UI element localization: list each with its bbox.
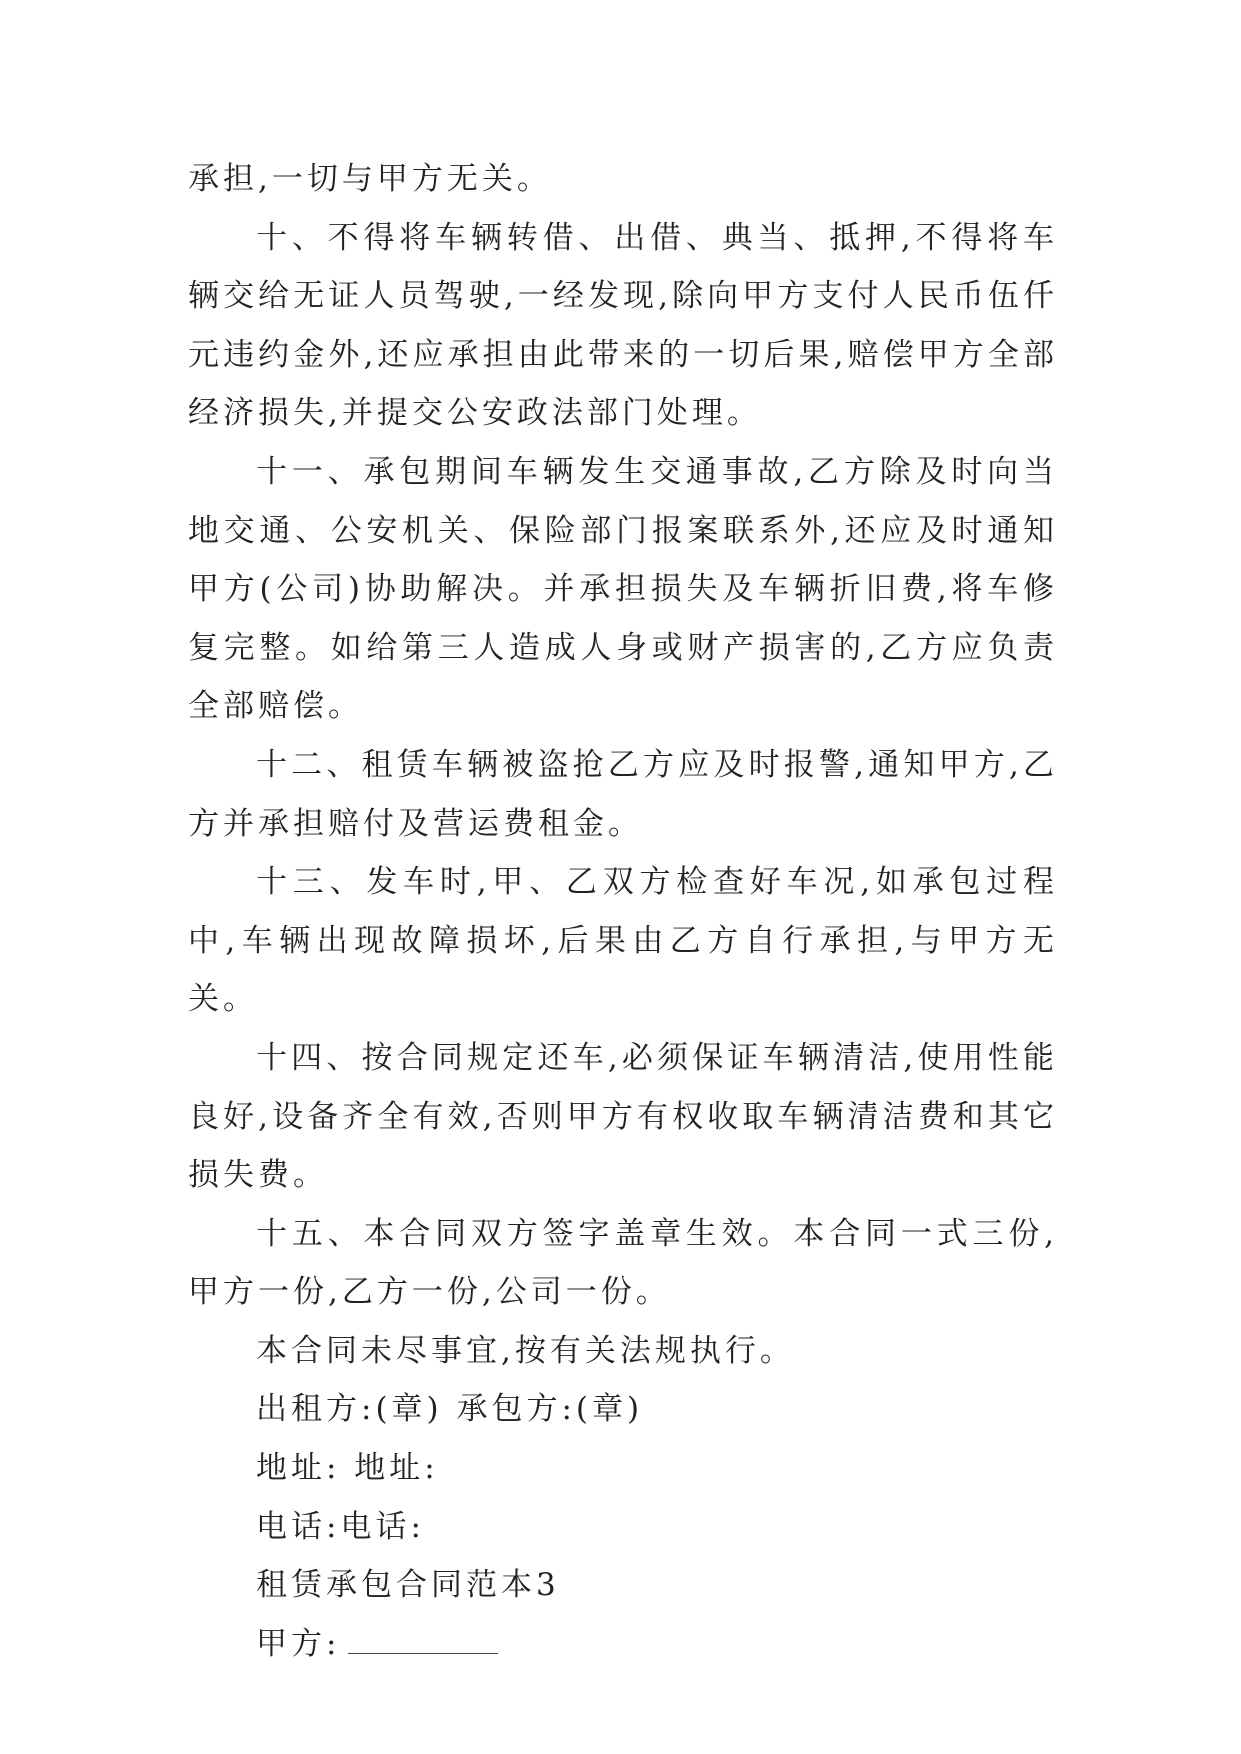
paragraph-clause-12: 十二、租赁车辆被盗抢乙方应及时报警,通知甲方,乙方并承担赔付及营运费租金。 — [188, 746, 1058, 842]
paragraph-remarks: 本合同未尽事宜,按有关法规执行。 — [256, 1332, 795, 1369]
party-a-line — [188, 1615, 1058, 1674]
signature-parties-line: 出租方:(章) 承包方:(章) — [256, 1391, 644, 1428]
paragraph-clause-15: 十五、本合同双方签字盖章生效。本合同一式三份,甲方一份,乙方一份,公司一份。 — [188, 1215, 1058, 1311]
party-a-blank — [348, 1645, 498, 1654]
address-line: 地址: 地址: — [256, 1450, 439, 1487]
paragraph-clause-14: 十四、按合同规定还车,必须保证车辆清洁,使用性能良好,设备齐全有效,否则甲方有权收取车辆清洁费和其它损失费。 — [188, 1039, 1058, 1194]
phone-line: 电话:电话: — [256, 1508, 425, 1545]
paragraph-clause-11: 十一、承包期间车辆发生交通事故,乙方除及时向当地交通、公安机关、保险部门报案联系外,还应及时通知甲方(公司)协助解决。并承担损失及车辆折旧费,将车修复完整。如给第三人造成人身或财产损害的,乙方应负责全部赔偿。 — [188, 453, 1058, 725]
sample-title-3: 租赁承包合同范本3 — [256, 1567, 560, 1604]
party-a-label: 甲方: — [256, 1625, 341, 1662]
paragraph-clause-13: 十三、发车时,甲、乙双方检查好车况,如承包过程中,车辆出现故障损坏,后果由乙方自行承担,与甲方无关。 — [188, 864, 1058, 1018]
document-body — [188, 150, 1058, 1673]
paragraph-clause-10: 十、不得将车辆转借、出借、典当、抵押,不得将车辆交给无证人员驾驶,一经发现,除向甲方支付人民币伍仟元违约金外,还应承担由此带来的一切后果,赔偿甲方全部经济损失,并提交公安政法部门处理。 — [188, 219, 1058, 432]
paragraph-continuation: 承担,一切与甲方无关。 — [188, 161, 552, 197]
